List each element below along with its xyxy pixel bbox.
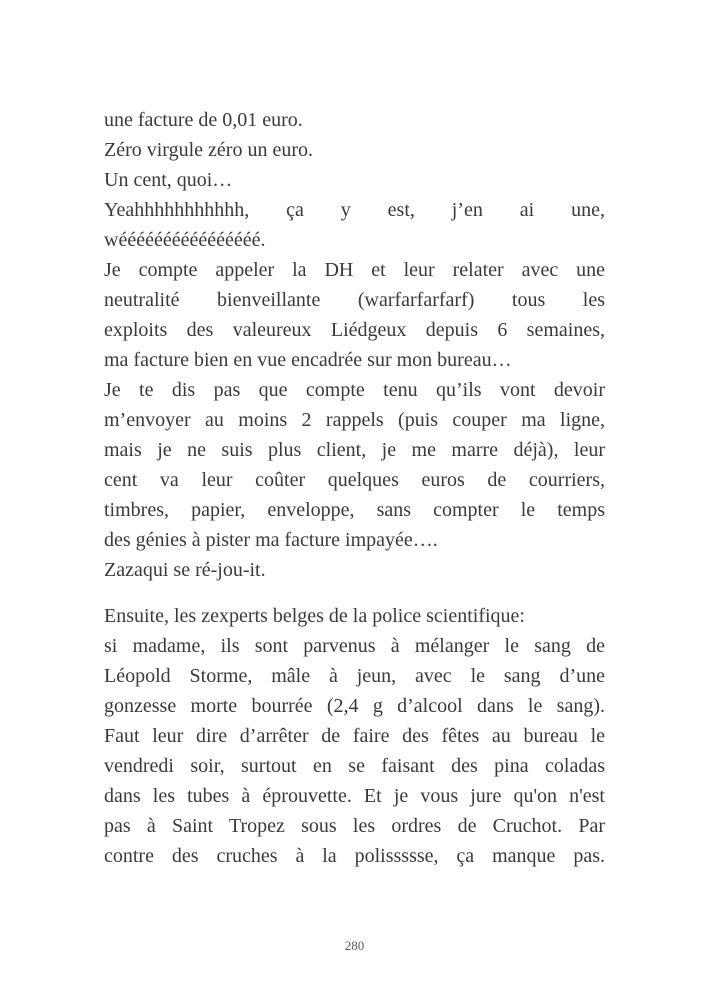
paragraph <box>104 375 605 555</box>
paragraph <box>104 135 605 165</box>
text-line: timbres, papier, enveloppe, sans compter le temps <box>104 499 605 521</box>
text-line: gonzesse morte bourrée (2,4 g d’alcool dans le sang). <box>104 695 605 717</box>
text-line: Ensuite, les zexperts belges de la police scientifique: <box>104 605 525 627</box>
text-line: m’envoyer au moins 2 rappels (puis couper ma ligne, <box>104 409 605 431</box>
paragraph <box>104 601 605 631</box>
paragraph <box>104 195 605 255</box>
text-line: cent va leur coûter quelques euros de courriers, <box>104 469 605 491</box>
text-line: une facture de 0,01 euro. <box>104 109 303 131</box>
text-line: Yeahhhhhhhhhhh, ça y est, j’en ai une, <box>104 199 605 221</box>
paragraph <box>104 105 605 135</box>
text-line: mais je ne suis plus client, je me marre déjà), leur <box>104 439 605 461</box>
text-line: si madame, ils sont parvenus à mélanger le sang de <box>104 635 605 657</box>
text-line: dans les tubes à éprouvette. Et je vous jure qu'on n'est <box>104 785 605 807</box>
paragraph <box>104 255 605 375</box>
text-line: Un cent, quoi… <box>104 169 233 191</box>
text-line: vendredi soir, surtout en se faisant des pina coladas <box>104 755 605 777</box>
text-line: Je compte appeler la DH et leur relater avec une <box>104 259 605 281</box>
text-line: pas à Saint Tropez sous les ordres de Cruchot. Par <box>104 815 605 837</box>
text-line: Faut leur dire d’arrêter de faire des fêtes au bureau le <box>104 725 605 747</box>
text-line: exploits des valeureux Liédgeux depuis 6 semaines, <box>104 319 605 341</box>
paragraph <box>104 631 605 871</box>
paragraph <box>104 555 605 585</box>
text-line: Je te dis pas que compte tenu qu’ils vont devoir <box>104 379 605 401</box>
page-number: 280 <box>344 938 365 953</box>
paragraph <box>104 165 605 195</box>
text-line: wéééééééééééééééé. <box>104 229 266 251</box>
text-line: neutralité bienveillante (warfarfarfarf) tous les <box>104 289 605 311</box>
text-line: contre des cruches à la polissssse, ça manque pas. <box>104 845 605 867</box>
text-line: des génies à pister ma facture impayée…. <box>104 529 438 551</box>
text-line: Zazaqui se ré-jou-it. <box>104 559 266 581</box>
body-text <box>104 105 605 871</box>
text-line: Zéro virgule zéro un euro. <box>104 139 313 161</box>
text-line: ma facture bien en vue encadrée sur mon bureau… <box>104 349 512 371</box>
text-line: Léopold Storme, mâle à jeun, avec le sang d’une <box>104 665 605 687</box>
